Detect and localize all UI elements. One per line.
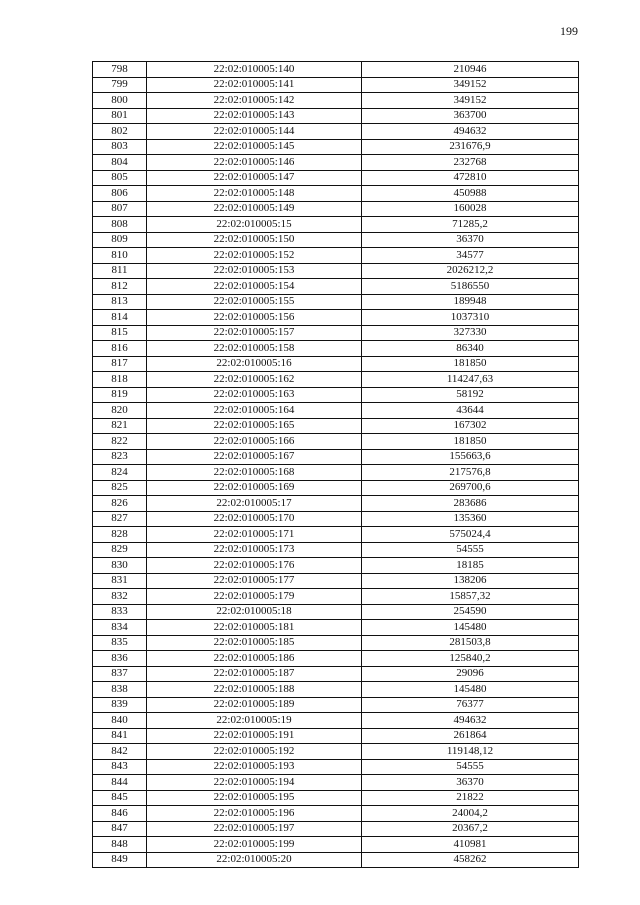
cadastral-number-cell: 22:02:010005:169 [147, 480, 362, 496]
row-number-cell: 842 [93, 744, 147, 760]
row-number-cell: 819 [93, 387, 147, 403]
value-cell: 450988 [362, 186, 579, 202]
table-row [93, 480, 579, 496]
table-row [93, 759, 579, 775]
value-cell: 71285,2 [362, 217, 579, 233]
value-cell: 18185 [362, 558, 579, 574]
table-row [93, 62, 579, 78]
cadastral-number-cell: 22:02:010005:167 [147, 449, 362, 465]
row-number-cell: 836 [93, 651, 147, 667]
value-cell: 494632 [362, 124, 579, 140]
cadastral-number-cell: 22:02:010005:155 [147, 294, 362, 310]
value-cell: 135360 [362, 511, 579, 527]
value-cell: 36370 [362, 232, 579, 248]
cadastral-number-cell: 22:02:010005:20 [147, 852, 362, 868]
table-row [93, 589, 579, 605]
cadastral-number-cell: 22:02:010005:158 [147, 341, 362, 357]
cadastral-number-cell: 22:02:010005:141 [147, 77, 362, 93]
value-cell: 281503,8 [362, 635, 579, 651]
table-row [93, 821, 579, 837]
row-number-cell: 828 [93, 527, 147, 543]
value-cell: 54555 [362, 542, 579, 558]
table-body [93, 62, 579, 868]
table-row [93, 217, 579, 233]
table-row [93, 449, 579, 465]
row-number-cell: 799 [93, 77, 147, 93]
cadastral-number-cell: 22:02:010005:148 [147, 186, 362, 202]
row-number-cell: 849 [93, 852, 147, 868]
row-number-cell: 843 [93, 759, 147, 775]
row-number-cell: 840 [93, 713, 147, 729]
page-number: 199 [560, 24, 578, 38]
value-cell: 349152 [362, 93, 579, 109]
value-cell: 76377 [362, 697, 579, 713]
table-row [93, 186, 579, 202]
table-row [93, 403, 579, 419]
table-row [93, 170, 579, 186]
row-number-cell: 813 [93, 294, 147, 310]
row-number-cell: 835 [93, 635, 147, 651]
table-row [93, 527, 579, 543]
table-row [93, 232, 579, 248]
value-cell: 145480 [362, 682, 579, 698]
cadastral-number-cell: 22:02:010005:194 [147, 775, 362, 791]
cadastral-number-cell: 22:02:010005:18 [147, 604, 362, 620]
row-number-cell: 846 [93, 806, 147, 822]
table-row [93, 573, 579, 589]
table-row [93, 713, 579, 729]
value-cell: 327330 [362, 325, 579, 341]
row-number-cell: 839 [93, 697, 147, 713]
row-number-cell: 798 [93, 62, 147, 78]
table-row [93, 620, 579, 636]
cadastral-number-cell: 22:02:010005:170 [147, 511, 362, 527]
row-number-cell: 814 [93, 310, 147, 326]
cadastral-number-cell: 22:02:010005:181 [147, 620, 362, 636]
table-row [93, 279, 579, 295]
cadastral-number-cell: 22:02:010005:145 [147, 139, 362, 155]
value-cell: 217576,8 [362, 465, 579, 481]
table-row [93, 666, 579, 682]
cadastral-number-cell: 22:02:010005:150 [147, 232, 362, 248]
cadastral-number-cell: 22:02:010005:196 [147, 806, 362, 822]
table-row [93, 418, 579, 434]
value-cell: 145480 [362, 620, 579, 636]
value-cell: 36370 [362, 775, 579, 791]
cadastral-number-cell: 22:02:010005:191 [147, 728, 362, 744]
table-row [93, 682, 579, 698]
value-cell: 575024,4 [362, 527, 579, 543]
row-number-cell: 831 [93, 573, 147, 589]
row-number-cell: 833 [93, 604, 147, 620]
value-cell: 363700 [362, 108, 579, 124]
row-number-cell: 847 [93, 821, 147, 837]
table-row [93, 496, 579, 512]
table-row [93, 635, 579, 651]
row-number-cell: 800 [93, 93, 147, 109]
table-row [93, 155, 579, 171]
row-number-cell: 808 [93, 217, 147, 233]
cadastral-number-cell: 22:02:010005:142 [147, 93, 362, 109]
table-row [93, 201, 579, 217]
table-row [93, 790, 579, 806]
row-number-cell: 817 [93, 356, 147, 372]
cadastral-number-cell: 22:02:010005:165 [147, 418, 362, 434]
table-row [93, 263, 579, 279]
row-number-cell: 830 [93, 558, 147, 574]
cadastral-number-cell: 22:02:010005:185 [147, 635, 362, 651]
value-cell: 34577 [362, 248, 579, 264]
row-number-cell: 837 [93, 666, 147, 682]
value-cell: 410981 [362, 837, 579, 853]
row-number-cell: 806 [93, 186, 147, 202]
table-row [93, 651, 579, 667]
row-number-cell: 829 [93, 542, 147, 558]
cadastral-number-cell: 22:02:010005:154 [147, 279, 362, 295]
row-number-cell: 826 [93, 496, 147, 512]
row-number-cell: 805 [93, 170, 147, 186]
cadastral-number-cell: 22:02:010005:187 [147, 666, 362, 682]
row-number-cell: 820 [93, 403, 147, 419]
table-row [93, 124, 579, 140]
table-row [93, 465, 579, 481]
row-number-cell: 824 [93, 465, 147, 481]
row-number-cell: 834 [93, 620, 147, 636]
table-row [93, 372, 579, 388]
cadastral-table-container [92, 61, 578, 868]
table-row [93, 77, 579, 93]
cadastral-number-cell: 22:02:010005:173 [147, 542, 362, 558]
value-cell: 261864 [362, 728, 579, 744]
cadastral-number-cell: 22:02:010005:153 [147, 263, 362, 279]
table-row [93, 434, 579, 450]
cadastral-number-cell: 22:02:010005:149 [147, 201, 362, 217]
value-cell: 167302 [362, 418, 579, 434]
row-number-cell: 811 [93, 263, 147, 279]
row-number-cell: 807 [93, 201, 147, 217]
cadastral-number-cell: 22:02:010005:166 [147, 434, 362, 450]
table-row [93, 511, 579, 527]
value-cell: 210946 [362, 62, 579, 78]
table-row [93, 139, 579, 155]
value-cell: 283686 [362, 496, 579, 512]
row-number-cell: 810 [93, 248, 147, 264]
cadastral-number-cell: 22:02:010005:143 [147, 108, 362, 124]
row-number-cell: 838 [93, 682, 147, 698]
row-number-cell: 804 [93, 155, 147, 171]
table-row [93, 341, 579, 357]
cadastral-number-cell: 22:02:010005:162 [147, 372, 362, 388]
table-row [93, 542, 579, 558]
value-cell: 155663,6 [362, 449, 579, 465]
cadastral-number-cell: 22:02:010005:144 [147, 124, 362, 140]
table-row [93, 310, 579, 326]
table-row [93, 387, 579, 403]
row-number-cell: 815 [93, 325, 147, 341]
row-number-cell: 832 [93, 589, 147, 605]
row-number-cell: 848 [93, 837, 147, 853]
table-row [93, 93, 579, 109]
cadastral-number-cell: 22:02:010005:197 [147, 821, 362, 837]
cadastral-number-cell: 22:02:010005:164 [147, 403, 362, 419]
value-cell: 181850 [362, 434, 579, 450]
value-cell: 231676,9 [362, 139, 579, 155]
cadastral-number-cell: 22:02:010005:177 [147, 573, 362, 589]
cadastral-number-cell: 22:02:010005:188 [147, 682, 362, 698]
row-number-cell: 841 [93, 728, 147, 744]
value-cell: 24004,2 [362, 806, 579, 822]
cadastral-number-cell: 22:02:010005:156 [147, 310, 362, 326]
cadastral-number-cell: 22:02:010005:16 [147, 356, 362, 372]
row-number-cell: 823 [93, 449, 147, 465]
cadastral-number-cell: 22:02:010005:163 [147, 387, 362, 403]
row-number-cell: 809 [93, 232, 147, 248]
cadastral-number-cell: 22:02:010005:176 [147, 558, 362, 574]
cadastral-number-cell: 22:02:010005:168 [147, 465, 362, 481]
value-cell: 125840,2 [362, 651, 579, 667]
value-cell: 181850 [362, 356, 579, 372]
table-row [93, 837, 579, 853]
value-cell: 472810 [362, 170, 579, 186]
row-number-cell: 802 [93, 124, 147, 140]
row-number-cell: 818 [93, 372, 147, 388]
value-cell: 15857,32 [362, 589, 579, 605]
row-number-cell: 845 [93, 790, 147, 806]
cadastral-number-cell: 22:02:010005:157 [147, 325, 362, 341]
row-number-cell: 825 [93, 480, 147, 496]
value-cell: 232768 [362, 155, 579, 171]
cadastral-number-cell: 22:02:010005:199 [147, 837, 362, 853]
value-cell: 86340 [362, 341, 579, 357]
row-number-cell: 844 [93, 775, 147, 791]
row-number-cell: 803 [93, 139, 147, 155]
value-cell: 458262 [362, 852, 579, 868]
row-number-cell: 822 [93, 434, 147, 450]
table-row [93, 325, 579, 341]
cadastral-number-cell: 22:02:010005:189 [147, 697, 362, 713]
value-cell: 2026212,2 [362, 263, 579, 279]
row-number-cell: 812 [93, 279, 147, 295]
value-cell: 20367,2 [362, 821, 579, 837]
table-row [93, 248, 579, 264]
row-number-cell: 821 [93, 418, 147, 434]
row-number-cell: 827 [93, 511, 147, 527]
table-row [93, 294, 579, 310]
row-number-cell: 801 [93, 108, 147, 124]
value-cell: 254590 [362, 604, 579, 620]
value-cell: 160028 [362, 201, 579, 217]
table-row [93, 697, 579, 713]
table-row [93, 852, 579, 868]
cadastral-number-cell: 22:02:010005:140 [147, 62, 362, 78]
table-row [93, 356, 579, 372]
cadastral-number-cell: 22:02:010005:17 [147, 496, 362, 512]
value-cell: 269700,6 [362, 480, 579, 496]
cadastral-number-cell: 22:02:010005:179 [147, 589, 362, 605]
cadastral-number-cell: 22:02:010005:15 [147, 217, 362, 233]
value-cell: 114247,63 [362, 372, 579, 388]
cadastral-number-cell: 22:02:010005:192 [147, 744, 362, 760]
value-cell: 189948 [362, 294, 579, 310]
table-row [93, 775, 579, 791]
value-cell: 138206 [362, 573, 579, 589]
row-number-cell: 816 [93, 341, 147, 357]
table-row [93, 728, 579, 744]
cadastral-number-cell: 22:02:010005:171 [147, 527, 362, 543]
value-cell: 43644 [362, 403, 579, 419]
cadastral-number-cell: 22:02:010005:19 [147, 713, 362, 729]
value-cell: 54555 [362, 759, 579, 775]
value-cell: 119148,12 [362, 744, 579, 760]
cadastral-number-cell: 22:02:010005:195 [147, 790, 362, 806]
table-row [93, 558, 579, 574]
value-cell: 494632 [362, 713, 579, 729]
cadastral-number-cell: 22:02:010005:146 [147, 155, 362, 171]
cadastral-number-cell: 22:02:010005:152 [147, 248, 362, 264]
cadastral-table [92, 61, 579, 868]
cadastral-number-cell: 22:02:010005:186 [147, 651, 362, 667]
value-cell: 58192 [362, 387, 579, 403]
value-cell: 1037310 [362, 310, 579, 326]
table-row [93, 806, 579, 822]
value-cell: 29096 [362, 666, 579, 682]
value-cell: 5186550 [362, 279, 579, 295]
cadastral-number-cell: 22:02:010005:147 [147, 170, 362, 186]
value-cell: 349152 [362, 77, 579, 93]
table-row [93, 604, 579, 620]
cadastral-number-cell: 22:02:010005:193 [147, 759, 362, 775]
table-row [93, 744, 579, 760]
value-cell: 21822 [362, 790, 579, 806]
table-row [93, 108, 579, 124]
